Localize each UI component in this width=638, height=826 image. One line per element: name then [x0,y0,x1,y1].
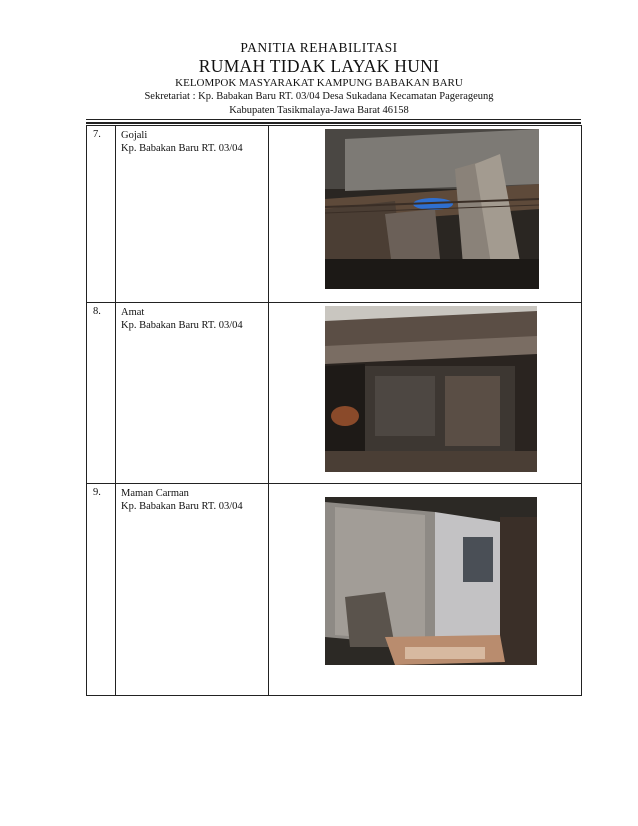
resident-address: Kp. Babakan Baru RT. 03/04 [121,320,243,331]
row-number: 7. [87,126,116,303]
header-divider [86,119,581,120]
header-divider-thick [86,122,581,124]
house-list-table [86,125,582,696]
row-number: 8. [87,303,116,484]
row-number: 9. [87,484,116,696]
regency-address: Kabupaten Tasikmalaya-Jawa Barat 46158 [229,105,409,116]
house-photo [325,497,537,665]
resident-address: Kp. Babakan Baru RT. 03/04 [121,143,243,154]
house-photo [325,306,537,472]
house-photo [325,129,539,289]
program-title: RUMAH TIDAK LAYAK HUNI [198,56,440,76]
photo-cell [269,484,582,696]
photo-cell [269,126,582,303]
table-row [87,303,582,484]
resident-address: Kp. Babakan Baru RT. 03/04 [121,501,243,512]
photo-cell [269,303,582,484]
secretariat-address: Sekretariat : Kp. Babakan Baru RT. 03/04 Desa Sukadana Kecamatan Pagerageung [144,91,494,102]
resident-cell [116,484,269,696]
resident-name: Maman Carman [121,488,189,499]
resident-cell [116,126,269,303]
committee-title: PANITIA REHABILITASI [240,40,398,55]
resident-cell [116,303,269,484]
resident-name: Amat [121,307,145,318]
group-name: KELOMPOK MASYARAKAT KAMPUNG BABAKAN BARU [175,77,463,89]
table-row [87,484,582,696]
table-row [87,126,582,303]
resident-name: Gojali [121,130,148,141]
